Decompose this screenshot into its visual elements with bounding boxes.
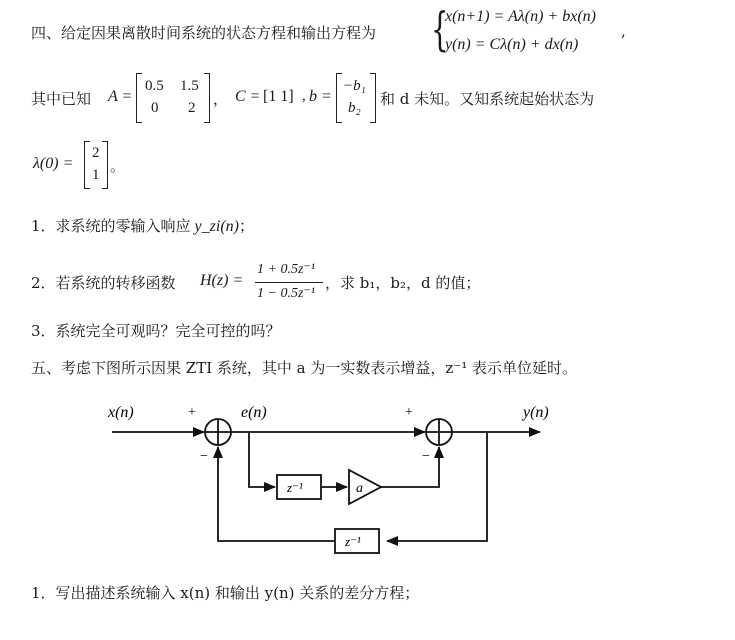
- b-matrix-cell: −b₁: [343, 78, 366, 94]
- A-matrix-cell: 2: [188, 100, 196, 116]
- delay1-branch: [249, 432, 275, 487]
- lambda0-label: λ(0) =: [33, 155, 74, 172]
- A-matrix-cell: 0.5: [145, 78, 164, 94]
- equation-comma: ,: [621, 22, 626, 40]
- plus-sign-1: +: [188, 405, 196, 420]
- q4-item-2: [31, 272, 176, 293]
- lambda0-matrix-cell: 1: [92, 167, 100, 183]
- transfer-function-numerator: 1 + 0.5z⁻¹: [257, 262, 315, 277]
- fraction-bar: [255, 282, 323, 283]
- q5-intro: 五、考虑下图所示因果 ZTI 系统，其中 a 为一实数表示增益，z⁻¹ 表示单位延时。: [31, 359, 577, 377]
- A-matrix: [136, 73, 210, 123]
- minus-sign-2: −: [422, 449, 430, 464]
- delay-block-2-label: z⁻¹: [345, 534, 361, 549]
- given-prefix: 其中已知: [31, 90, 92, 108]
- item-tail: ，求 b₁，b₂，d 的值；: [325, 274, 481, 292]
- b-matrix: [336, 73, 376, 123]
- state-equation: x(n+1) = Aλ(n) + bx(n): [445, 8, 596, 25]
- lambda0-matrix-cell: 2: [92, 145, 100, 161]
- A-matrix-cell: 1.5: [180, 78, 199, 94]
- gain-block: [349, 470, 381, 504]
- lambda0-matrix: [84, 141, 108, 189]
- summing-junction-1: [205, 419, 231, 445]
- input-label: x(n): [108, 404, 134, 421]
- transfer-function-denominator: 1 − 0.5z⁻¹: [257, 286, 315, 301]
- block-diagram: [0, 398, 735, 598]
- q4-intro: 四、给定因果离散时间系统的状态方程和输出方程为: [31, 24, 377, 42]
- lambda0-end: 。: [110, 157, 126, 175]
- C-label: C =: [235, 88, 261, 105]
- output-label: y(n): [523, 404, 549, 421]
- gain-block-label: a: [356, 481, 363, 496]
- separator-comma: ,: [302, 88, 306, 104]
- output-equation: y(n) = Cλ(n) + dx(n): [445, 36, 579, 53]
- b-matrix-cell: b₂: [348, 100, 361, 116]
- separator-comma: ，: [213, 90, 229, 108]
- item-label: 2．若系统的转移函数: [31, 274, 176, 292]
- A-label: A =: [108, 88, 133, 105]
- q5-item-1: 1．写出描述系统输入 x(n) 和输出 y(n) 关系的差分方程；: [31, 584, 420, 602]
- item-end: ；: [238, 217, 254, 235]
- b-label: b =: [309, 88, 332, 105]
- q4-item-3: 3．系统完全可观吗？完全可控的吗？: [31, 322, 281, 340]
- minus-sign-1: −: [200, 449, 208, 464]
- plus-sign-2: +: [405, 405, 413, 420]
- gain-to-summer-arrow: [381, 447, 439, 487]
- item-math: y_zi(n): [194, 218, 239, 235]
- C-matrix: [1 1]: [263, 88, 294, 105]
- equation-brace: {: [431, 2, 449, 56]
- q4-item-1: [31, 215, 254, 236]
- given-suffix: 和 d 未知。又知系统起始状态为: [380, 90, 595, 108]
- summing-junction-2: [426, 419, 452, 445]
- A-matrix-cell: 0: [151, 100, 159, 116]
- transfer-function-label: H(z) =: [200, 272, 244, 289]
- delay-block-1-label: z⁻¹: [287, 480, 303, 495]
- intermediate-label: e(n): [241, 404, 267, 421]
- item-label: 1．求系统的零输入响应: [31, 217, 191, 235]
